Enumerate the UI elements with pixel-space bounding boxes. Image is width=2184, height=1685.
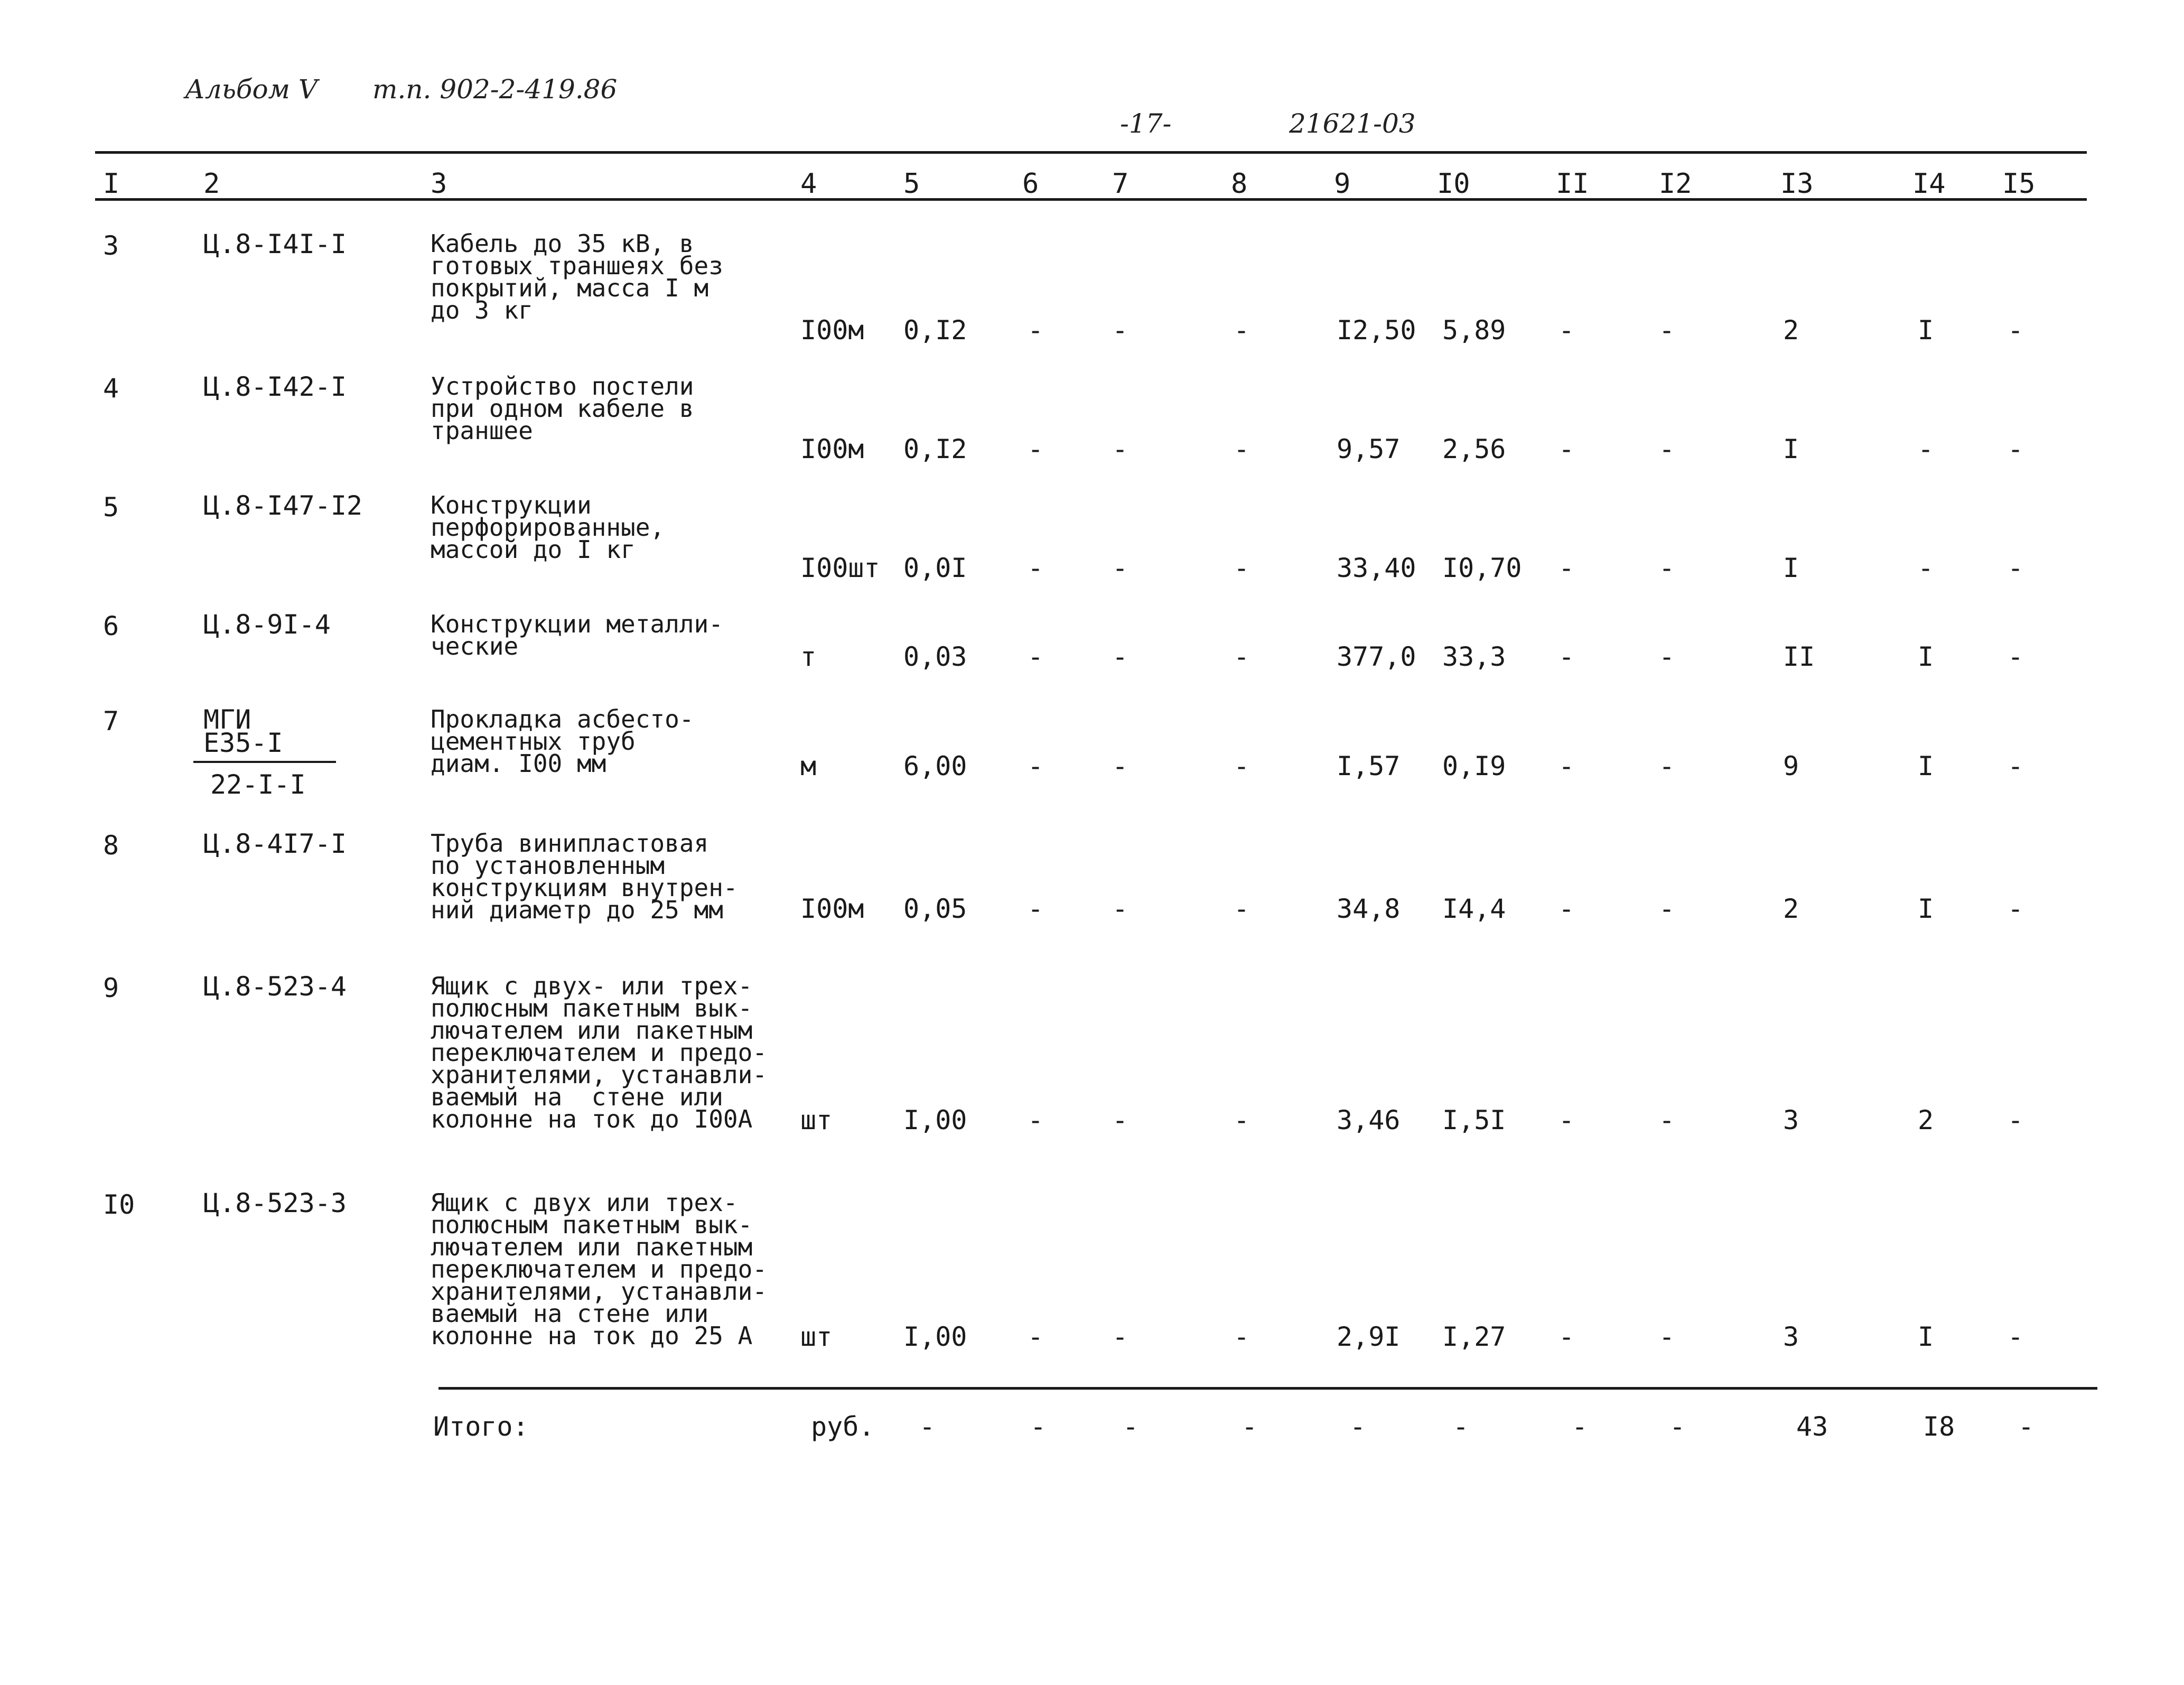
- cell-unit: I00м: [800, 434, 864, 464]
- cell-c14: I: [1918, 315, 1934, 346]
- cell-c7: -: [1112, 315, 1128, 346]
- column-header-3: 3: [431, 168, 447, 200]
- cell-c12: -: [1659, 315, 1675, 346]
- cell-c7: -: [1112, 434, 1128, 464]
- total-cell-c12: -: [1669, 1411, 1686, 1442]
- cell-c12: -: [1659, 893, 1675, 924]
- cell-c10: I4,4: [1442, 893, 1506, 924]
- column-header-4: 4: [800, 168, 817, 200]
- row-number: 5: [103, 492, 119, 523]
- cell-c9: 9,57: [1337, 434, 1401, 464]
- cell-c8: -: [1234, 893, 1250, 924]
- column-header-6: 6: [1022, 168, 1039, 200]
- cell-c10: I0,70: [1442, 553, 1522, 583]
- cell-c15: -: [2008, 751, 2024, 781]
- cell-c9: 3,46: [1337, 1105, 1401, 1135]
- total-cell-c10: -: [1453, 1411, 1469, 1442]
- cell-c9: 33,40: [1337, 553, 1416, 583]
- cell-c11: -: [1558, 641, 1575, 672]
- code-divider: [193, 761, 336, 763]
- cell-c10: 0,I9: [1442, 751, 1506, 781]
- rate-code: Ц.8-I4I-I: [203, 229, 347, 259]
- document-code: 21621-03: [1289, 108, 1416, 139]
- cell-c7: -: [1112, 893, 1128, 924]
- row-number: 9: [103, 973, 119, 1003]
- cell-c9: 377,0: [1337, 641, 1416, 672]
- total-cell-c13: 43: [1796, 1411, 1828, 1442]
- total-cell-c9: -: [1350, 1411, 1366, 1442]
- cell-c8: -: [1234, 1105, 1250, 1135]
- cell-c9: 34,8: [1337, 893, 1401, 924]
- column-header-13: I3: [1780, 168, 1814, 200]
- total-cell-c7: -: [1123, 1411, 1139, 1442]
- cell-c11: -: [1558, 751, 1575, 781]
- cell-c6: -: [1028, 1321, 1044, 1352]
- cell-c9: I2,50: [1337, 315, 1416, 346]
- cell-c12: -: [1659, 1321, 1675, 1352]
- column-header-12: I2: [1659, 168, 1692, 200]
- cell-c12: -: [1659, 434, 1675, 464]
- cell-qty: 0,I2: [903, 434, 967, 464]
- cell-c7: -: [1112, 1105, 1128, 1135]
- cell-c7: -: [1112, 553, 1128, 583]
- page-number: -17-: [1120, 108, 1172, 139]
- cell-c7: -: [1112, 1321, 1128, 1352]
- cell-c7: -: [1112, 641, 1128, 672]
- cell-c13: 2: [1783, 315, 1799, 346]
- work-description: Ящик с двух- или трех- полюсным пакетным вык- лючателем или пакетным переключателем и предо- хранителями, устанавли- ваемый на стене или колонне на ток до I00А: [431, 972, 767, 1133]
- cell-c13: I: [1783, 553, 1799, 583]
- cell-c15: -: [2008, 553, 2024, 583]
- cell-c15: -: [2008, 315, 2024, 346]
- work-description: Ящик с двух или трех- полюсным пакетным вык- лючателем или пакетным переключателем и предо- хранителями, устанавли- ваемый на стене или колонне на ток до 25 А: [431, 1188, 767, 1350]
- cell-c12: -: [1659, 553, 1675, 583]
- column-header-1: I: [103, 168, 120, 200]
- cell-c11: -: [1558, 434, 1575, 464]
- cell-c8: -: [1234, 641, 1250, 672]
- cell-qty: 0,I2: [903, 315, 967, 346]
- rate-code: Ц.8-523-4: [203, 971, 347, 1002]
- cell-c6: -: [1028, 553, 1044, 583]
- total-cell-c11: -: [1572, 1411, 1588, 1442]
- work-description: Конструкции металли- ческие: [431, 610, 723, 660]
- cell-c8: -: [1234, 434, 1250, 464]
- cell-c7: -: [1112, 751, 1128, 781]
- work-description: Труба винипластовая по установленным конструкциям внутрен- ний диаметр до 25 мм: [431, 829, 738, 924]
- cell-c13: 9: [1783, 751, 1799, 781]
- row-number: 7: [103, 706, 119, 737]
- cell-c10: I,5I: [1442, 1105, 1506, 1135]
- cell-unit: шт: [800, 1105, 833, 1135]
- row-number: 8: [103, 830, 119, 861]
- project-number: т.п. 902-2-419.86: [372, 74, 618, 105]
- rate-code: Ц.8-I42-I: [203, 371, 347, 402]
- cell-c14: I: [1918, 751, 1934, 781]
- cell-c8: -: [1234, 553, 1250, 583]
- work-description: Кабель до 35 кВ, в готовых траншеях без покрытий, масса I м до 3 кг: [431, 229, 723, 324]
- total-cell-c6: -: [1030, 1411, 1047, 1442]
- cell-qty: 0,05: [903, 893, 967, 924]
- cell-unit: шт: [800, 1321, 833, 1352]
- cell-c12: -: [1659, 641, 1675, 672]
- cell-unit: I00шт: [800, 553, 880, 583]
- cell-c14: I: [1918, 893, 1934, 924]
- cell-unit: м: [800, 751, 817, 781]
- cell-c11: -: [1558, 315, 1575, 346]
- cell-c6: -: [1028, 893, 1044, 924]
- cell-c15: -: [2008, 893, 2024, 924]
- cell-c10: I,27: [1442, 1321, 1506, 1352]
- cell-c13: 2: [1783, 893, 1799, 924]
- album-label: Альбом V: [185, 74, 318, 105]
- cell-c15: -: [2008, 1105, 2024, 1135]
- cell-c8: -: [1234, 751, 1250, 781]
- rate-code: Ц.8-523-3: [203, 1188, 347, 1218]
- cell-c14: I: [1918, 641, 1934, 672]
- total-label: Итого:: [433, 1411, 529, 1442]
- cell-c9: 2,9I: [1337, 1321, 1401, 1352]
- cell-c15: -: [2008, 434, 2024, 464]
- cell-c15: -: [2008, 641, 2024, 672]
- cell-c8: -: [1234, 1321, 1250, 1352]
- cell-c14: 2: [1918, 1105, 1934, 1135]
- row-number: 4: [103, 373, 119, 404]
- total-cell-unit: руб.: [811, 1411, 875, 1442]
- cell-c13: 3: [1783, 1321, 1799, 1352]
- cell-qty: I,00: [903, 1321, 967, 1352]
- cell-c12: -: [1659, 751, 1675, 781]
- column-header-9: 9: [1334, 168, 1351, 200]
- cell-c11: -: [1558, 893, 1575, 924]
- cell-c8: -: [1234, 315, 1250, 346]
- cell-c11: -: [1558, 553, 1575, 583]
- rate-code: МГИ Е35-I: [203, 704, 283, 758]
- cell-c6: -: [1028, 751, 1044, 781]
- cell-c10: 33,3: [1442, 641, 1506, 672]
- cell-qty: I,00: [903, 1105, 967, 1135]
- cell-c6: -: [1028, 1105, 1044, 1135]
- row-number: 6: [103, 611, 119, 641]
- cell-c6: -: [1028, 434, 1044, 464]
- total-rule: [438, 1387, 2097, 1390]
- cell-c11: -: [1558, 1105, 1575, 1135]
- cell-qty: 0,0I: [903, 553, 967, 583]
- cell-c9: I,57: [1337, 751, 1401, 781]
- cell-c11: -: [1558, 1321, 1575, 1352]
- top-rule: [95, 151, 2087, 154]
- total-cell-c15: -: [2018, 1411, 2034, 1442]
- column-header-8: 8: [1231, 168, 1248, 200]
- total-cell-c8: -: [1242, 1411, 1258, 1442]
- cell-c13: I: [1783, 434, 1799, 464]
- rate-code: Ц.8-I47-I2: [203, 490, 363, 521]
- cell-c14: I: [1918, 1321, 1934, 1352]
- row-number: 3: [103, 230, 119, 261]
- cell-unit: I00м: [800, 315, 864, 346]
- cell-c13: II: [1783, 641, 1815, 672]
- cell-c10: 5,89: [1442, 315, 1506, 346]
- work-description: Конструкции перфорированные, массой до I кг: [431, 491, 665, 564]
- rate-code: Ц.8-9I-4: [203, 609, 331, 640]
- total-cell-c14: I8: [1923, 1411, 1955, 1442]
- work-description: Устройство постели при одном кабеле в траншее: [431, 372, 694, 445]
- cell-c14: -: [1918, 553, 1934, 583]
- cell-c6: -: [1028, 641, 1044, 672]
- column-header-14: I4: [1912, 168, 1946, 200]
- cell-c15: -: [2008, 1321, 2024, 1352]
- column-header-7: 7: [1112, 168, 1129, 200]
- total-cell-qty: -: [919, 1411, 936, 1442]
- cell-c13: 3: [1783, 1105, 1799, 1135]
- cell-c12: -: [1659, 1105, 1675, 1135]
- cell-qty: 0,03: [903, 641, 967, 672]
- cell-qty: 6,00: [903, 751, 967, 781]
- row-number: I0: [103, 1189, 135, 1220]
- cell-unit: I00м: [800, 893, 864, 924]
- column-header-11: II: [1556, 168, 1589, 200]
- cell-c10: 2,56: [1442, 434, 1506, 464]
- column-header-10: I0: [1437, 168, 1470, 200]
- column-header-2: 2: [203, 168, 220, 200]
- cell-c6: -: [1028, 315, 1044, 346]
- rate-code-secondary: 22-I-I: [210, 769, 306, 800]
- column-header-15: I5: [2002, 168, 2036, 200]
- work-description: Прокладка асбесто- цементных труб диам. I00 мм: [431, 705, 694, 778]
- cell-c14: -: [1918, 434, 1934, 464]
- rate-code: Ц.8-4I7-I: [203, 828, 347, 859]
- column-header-5: 5: [903, 168, 920, 200]
- cell-unit: т: [800, 641, 817, 672]
